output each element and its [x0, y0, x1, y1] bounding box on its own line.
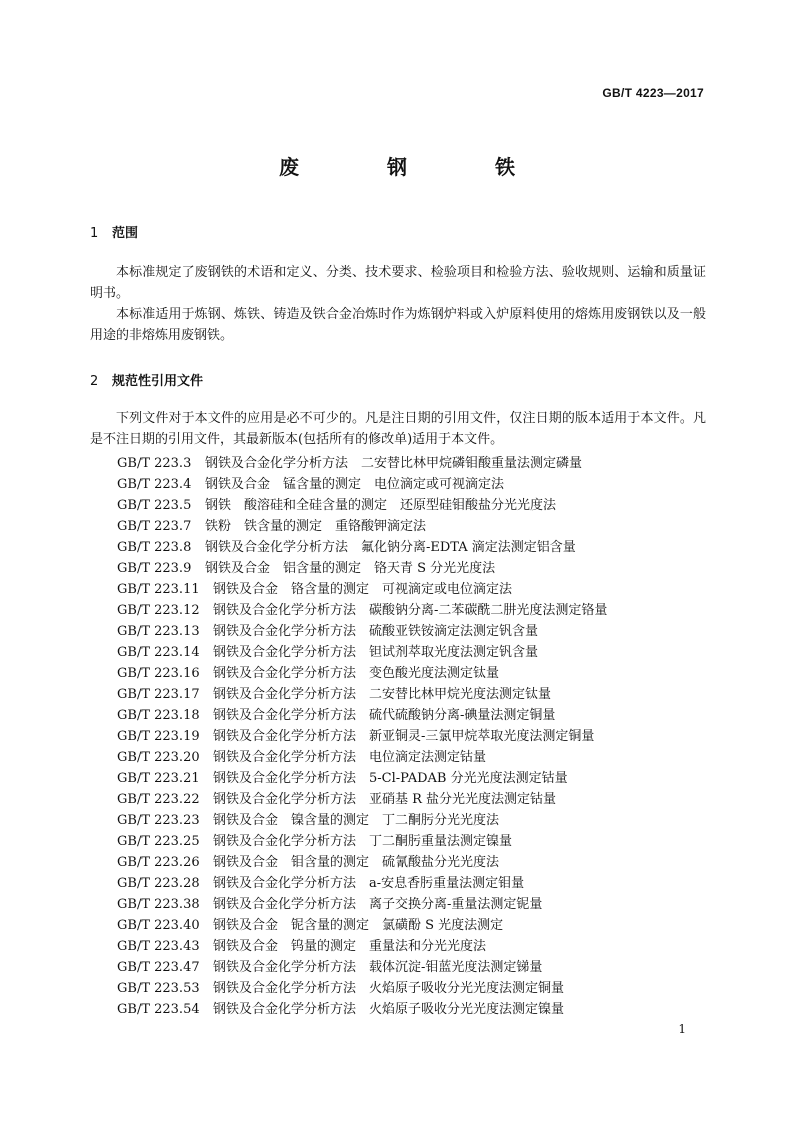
reference-title: 钢铁及合金化学分析方法 氟化钠分离-EDTA 滴定法测定铝含量: [205, 540, 576, 555]
reference-title: 钢铁及合金 镍含量的测定 丁二酮肟分光光度法: [213, 813, 500, 828]
reference-code: GB/T 223.8: [117, 540, 192, 555]
references-intro-paragraph: 下列文件对于本文件的应用是必不可少的。凡是注日期的引用文件，仅注日期的版本适用于本文件。凡是不注日期的引用文件，其最新版本(包括所有的修改单)适用于本文件。: [90, 411, 706, 447]
reference-item: [117, 516, 607, 537]
reference-code: GB/T 223.26: [117, 855, 200, 870]
reference-code: GB/T 223.53: [117, 981, 200, 996]
reference-item: [117, 600, 607, 621]
reference-item: [117, 831, 607, 852]
reference-code: GB/T 223.16: [117, 666, 200, 681]
reference-title: 钢铁及合金化学分析方法 亚硝基 R 盐分光光度法测定钴量: [213, 792, 557, 807]
reference-item: [117, 789, 607, 810]
reference-title: 钢铁及合金 钼含量的测定 硫氰酸盐分光光度法: [213, 855, 500, 870]
reference-code: GB/T 223.11: [117, 582, 200, 597]
reference-item: [117, 999, 607, 1020]
reference-code: GB/T 223.43: [117, 939, 200, 954]
reference-item: [117, 495, 607, 516]
reference-code: GB/T 223.28: [117, 876, 200, 891]
reference-code: GB/T 223.17: [117, 687, 200, 702]
scope-paragraph-2: 本标准适用于炼钢、炼铁、铸造及铁合金冶炼时作为炼钢炉料或入炉原料使用的熔炼用废钢铁以及一般用途的非熔炼用废钢铁。: [90, 307, 706, 343]
reference-title: 钢铁及合金化学分析方法 丁二酮肟重量法测定镍量: [213, 834, 513, 849]
reference-code: GB/T 223.25: [117, 834, 200, 849]
reference-item: [117, 705, 607, 726]
reference-code: GB/T 223.9: [117, 561, 192, 576]
reference-title: 钢铁 酸溶硅和全硅含量的测定 还原型硅钼酸盐分光光度法: [205, 498, 557, 513]
reference-item: [117, 768, 607, 789]
reference-title: 钢铁及合金化学分析方法 二安替比林甲烷光度法测定钛量: [213, 687, 552, 702]
reference-code: GB/T 223.38: [117, 897, 200, 912]
reference-code: GB/T 223.40: [117, 918, 200, 933]
reference-code: GB/T 223.20: [117, 750, 200, 765]
reference-title: 钢铁及合金化学分析方法 载体沉淀-钼蓝光度法测定锑量: [213, 960, 543, 975]
reference-title: 钢铁及合金化学分析方法 硫酸亚铁铵滴定法测定钒含量: [213, 624, 539, 639]
reference-code: GB/T 223.18: [117, 708, 200, 723]
reference-title: 钢铁及合金化学分析方法 5-Cl-PADAB 分光光度法测定钴量: [213, 771, 568, 786]
reference-item: [117, 894, 607, 915]
reference-item: [117, 684, 607, 705]
section-heading-normative-references: [90, 370, 203, 389]
section-heading-scope: [90, 222, 138, 241]
reference-item: [117, 558, 607, 579]
reference-code: GB/T 223.12: [117, 603, 200, 618]
reference-item: [117, 621, 607, 642]
reference-item: [117, 453, 607, 474]
reference-code: GB/T 223.21: [117, 771, 200, 786]
standard-code: GB/T 4223—2017: [602, 86, 704, 100]
section-title: 规范性引用文件: [112, 374, 204, 389]
reference-code: GB/T 223.5: [117, 498, 192, 513]
reference-title: 钢铁及合金 锰含量的测定 电位滴定或可视滴定法: [205, 477, 505, 492]
reference-item: [117, 642, 607, 663]
reference-item: [117, 810, 607, 831]
reference-code: GB/T 223.14: [117, 645, 200, 660]
reference-code: GB/T 223.19: [117, 729, 200, 744]
reference-title: 钢铁及合金化学分析方法 a-安息香肟重量法测定钼量: [213, 876, 525, 891]
reference-code: GB/T 223.54: [117, 1002, 200, 1017]
reference-item: [117, 747, 607, 768]
reference-item: [117, 663, 607, 684]
section-number: 1: [90, 226, 99, 241]
reference-title: 钢铁及合金化学分析方法 新亚铜灵-三氯甲烷萃取光度法测定铜量: [213, 729, 595, 744]
reference-code: GB/T 223.4: [117, 477, 192, 492]
reference-title: 钢铁及合金化学分析方法 火焰原子吸收分光光度法测定镍量: [213, 1002, 565, 1017]
reference-item: [117, 978, 607, 999]
reference-title: 钢铁及合金化学分析方法 火焰原子吸收分光光度法测定铜量: [213, 981, 565, 996]
reference-list: [117, 453, 607, 1020]
section-title: 范围: [112, 226, 139, 241]
reference-title: 钢铁及合金化学分析方法 变色酸光度法测定钛量: [213, 666, 500, 681]
reference-title: 钢铁及合金 铬含量的测定 可视滴定或电位滴定法: [213, 582, 513, 597]
reference-item: [117, 957, 607, 978]
reference-item: [117, 915, 607, 936]
reference-title: 钢铁及合金化学分析方法 二安替比林甲烷磷钼酸重量法测定磷量: [205, 456, 583, 471]
reference-title: 钢铁及合金化学分析方法 电位滴定法测定钴量: [213, 750, 487, 765]
reference-title: 钢铁及合金化学分析方法 钽试剂萃取光度法测定钒含量: [213, 645, 539, 660]
reference-title: 钢铁及合金化学分析方法 硫代硫酸钠分离-碘量法测定铜量: [213, 708, 556, 723]
reference-title: 钢铁及合金 钨量的测定 重量法和分光光度法: [213, 939, 487, 954]
reference-title: 钢铁及合金 铝含量的测定 铬天青 S 分光光度法: [205, 561, 496, 576]
page-number: 1: [678, 1022, 686, 1036]
reference-code: GB/T 223.7: [117, 519, 192, 534]
reference-code: GB/T 223.23: [117, 813, 200, 828]
reference-item: [117, 579, 607, 600]
reference-title: 钢铁及合金化学分析方法 碳酸钠分离-二苯碳酰二肼光度法测定铬量: [213, 603, 608, 618]
reference-title: 钢铁及合金 铌含量的测定 氯磺酚 S 光度法测定: [213, 918, 504, 933]
section-number: 2: [90, 374, 99, 389]
reference-code: GB/T 223.3: [117, 456, 192, 471]
reference-item: [117, 474, 607, 495]
reference-item: [117, 936, 607, 957]
page-title: 废 钢 铁: [279, 155, 549, 179]
reference-item: [117, 873, 607, 894]
reference-code: GB/T 223.47: [117, 960, 200, 975]
reference-item: [117, 852, 607, 873]
reference-title: 铁粉 铁含量的测定 重铬酸钾滴定法: [205, 519, 427, 534]
reference-title: 钢铁及合金化学分析方法 离子交换分离-重量法测定铌量: [213, 897, 543, 912]
reference-code: GB/T 223.13: [117, 624, 200, 639]
reference-item: [117, 537, 607, 558]
reference-code: GB/T 223.22: [117, 792, 200, 807]
reference-item: [117, 726, 607, 747]
scope-paragraph-1: 本标准规定了废钢铁的术语和定义、分类、技术要求、检验项目和检验方法、验收规则、运输和质量证明书。: [90, 265, 706, 301]
